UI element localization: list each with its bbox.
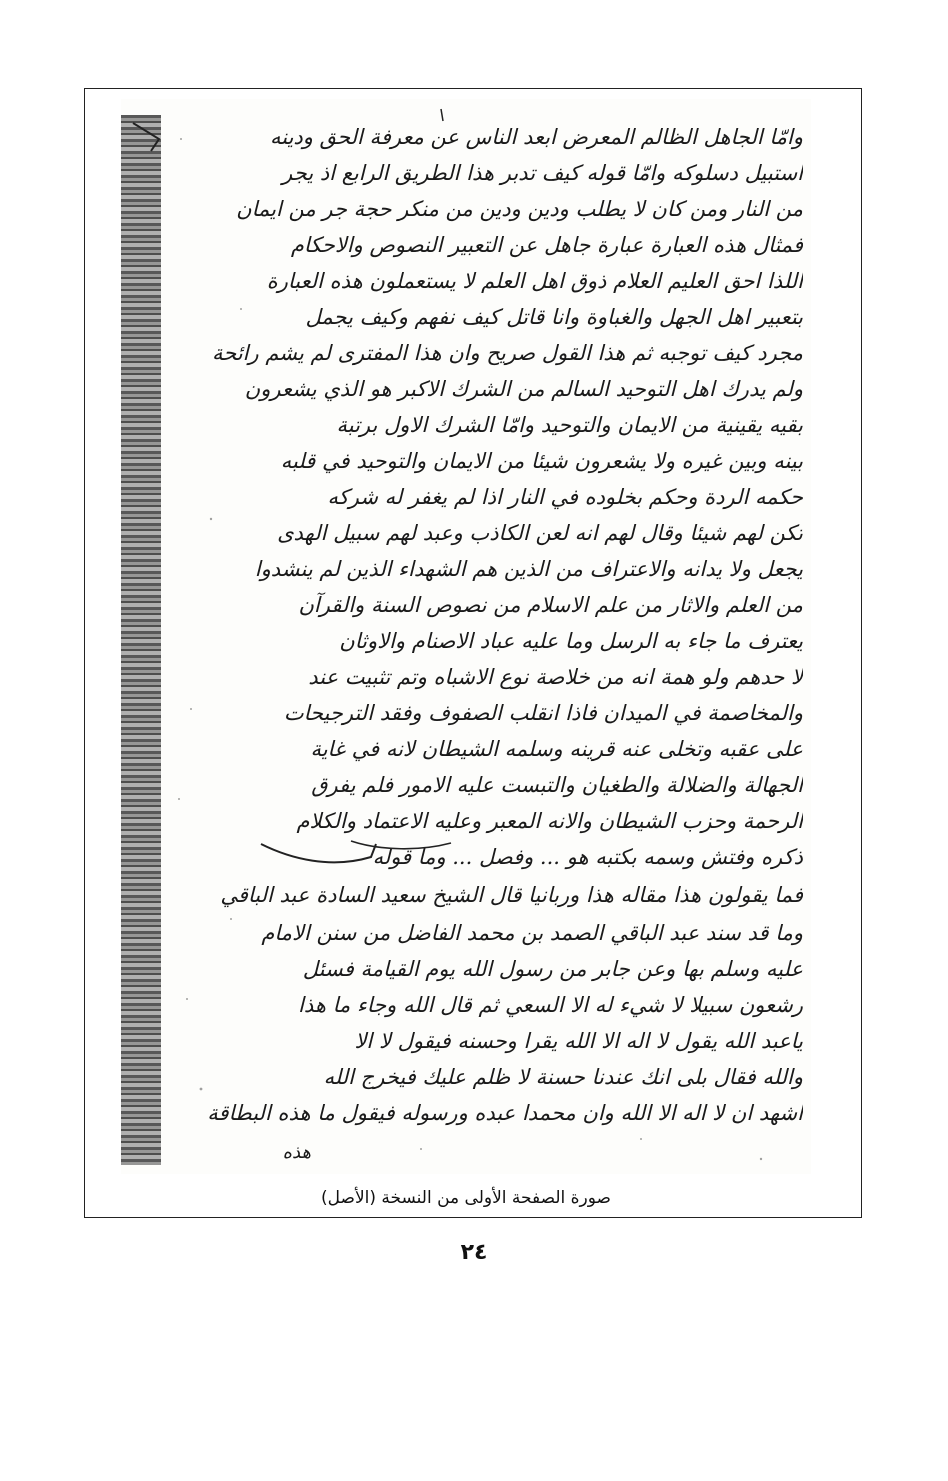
manuscript-line: يجعل ولا يدانه والاعتراف من الذين هم الشهداء الذين لم ينشدوا	[254, 557, 803, 581]
manuscript-line: ولم يدرك اهل التوحيد السالم من الشرك الاكبر هو الذي يشعرون	[244, 377, 803, 401]
page-frame	[84, 88, 862, 1218]
manuscript-line: ذكره وفتش وسمه بكتبه هو ... وفصل ... وما قوله	[372, 845, 803, 869]
manuscript-line: من العلم والاثار من علم الاسلام من نصوص السنة والقرآن	[298, 593, 803, 617]
manuscript-line: وما قد سند عبد الباقي الصمد بن محمد الفاضل من سنن الامام	[261, 921, 803, 945]
manuscript-line: لا حدهم ولو همة انه من خلاصة نوع الاشباه وتم تثبيت عند	[308, 665, 803, 689]
manuscript-line: رشعون سبيلا لا شيء له الا السعي ثم قال الله وجاء ما هذا	[298, 993, 803, 1017]
manuscript-line: على عقبه وتخلى عنه قرينه وسلمه الشيطان لانه في غاية	[310, 737, 803, 761]
manuscript-line: وامّا الجاهل الظالم المعرض ابعد الناس عن معرفة الحق ودينه	[269, 125, 803, 149]
manuscript-image	[121, 99, 811, 1208]
manuscript-line: والمخاصمة في الميدان فاذا انقلب الصفوف وفقد الترجيحات	[283, 701, 803, 725]
manuscript-line: حكمه الردة وحكم بخلوده في النار اذا لم يغفر له شركه	[327, 485, 803, 509]
image-caption: صورة الصفحة الأولى من النسخة (الأصل)	[321, 1188, 611, 1208]
page-number: ٢٤	[460, 1240, 488, 1265]
manuscript-line: فما يقولون هذا مقاله هذا وربانيا قال الشيخ سعيد السادة عبد الباقي	[220, 883, 803, 907]
manuscript-line: فمثال هذه العبارة عبارة جاهل عن التعبير النصوص والاحكام	[290, 233, 803, 257]
manuscript-line: من النار ومن كان لا يطلب ودين ودين من منكر حجة جر من ايمان	[236, 197, 803, 221]
manuscript-line: بتعبير اهل الجهل والغباوة وانا قاتل كيف نفهم وكيف يجمل	[305, 305, 803, 329]
margin-note: هذه	[282, 1142, 311, 1163]
manuscript-line: مجرد كيف توجبه ثم هذا القول صريح وان هذا المفترى لم يشم رائحة	[212, 341, 803, 365]
manuscript-line: بينه وبين غيره ولا يشعرون شيئا من الايمان والتوحيد في قلبه	[280, 449, 803, 473]
manuscript-line: اللذا احق العليم العلام ذوق اهل العلم لا يستعملون هذه العبارة	[266, 269, 803, 293]
manuscript-line: يعترف ما جاء به الرسل وما عليه عباد الاصنام والاوثان	[339, 629, 803, 653]
manuscript-line: الرحمة وحزب الشيطان والانه المعبر وعليه الاعتماد والكلام	[296, 809, 803, 833]
manuscript-line: تكن لهم شيئا وقال لهم انه لعن الكاذب وعبد لهم سبيل الهدى	[277, 521, 803, 545]
manuscript-line: اشهد ان لا اله الا الله وان محمدا عبده ورسوله فيقول ما هذه البطاقة	[207, 1101, 803, 1125]
manuscript-line: ياعبد الله يقول لا اله الا الله يقرا وحسنه فيقول لا الا	[354, 1029, 803, 1053]
manuscript-line: استبيل دسلوكه وامّا قوله كيف تدبر هذا الطريق الرابع اذ يجر	[282, 161, 803, 185]
manuscript-line: الجهالة والضلالة والطغيان والتبست عليه الامور فلم يفرق	[311, 773, 803, 797]
manuscript-line: بقيه يقينية من الايمان والتوحيد وامّا الشرك الاول برتبة	[336, 413, 803, 437]
manuscript-line: والله فقال بلى انك عندنا حسنة لا ظلم عليك فيخرج الله	[323, 1065, 803, 1089]
manuscript-line: عليه وسلم بها وعن جابر من رسول الله يوم القيامة فسئل	[302, 957, 803, 981]
binding-edge	[121, 115, 161, 1165]
